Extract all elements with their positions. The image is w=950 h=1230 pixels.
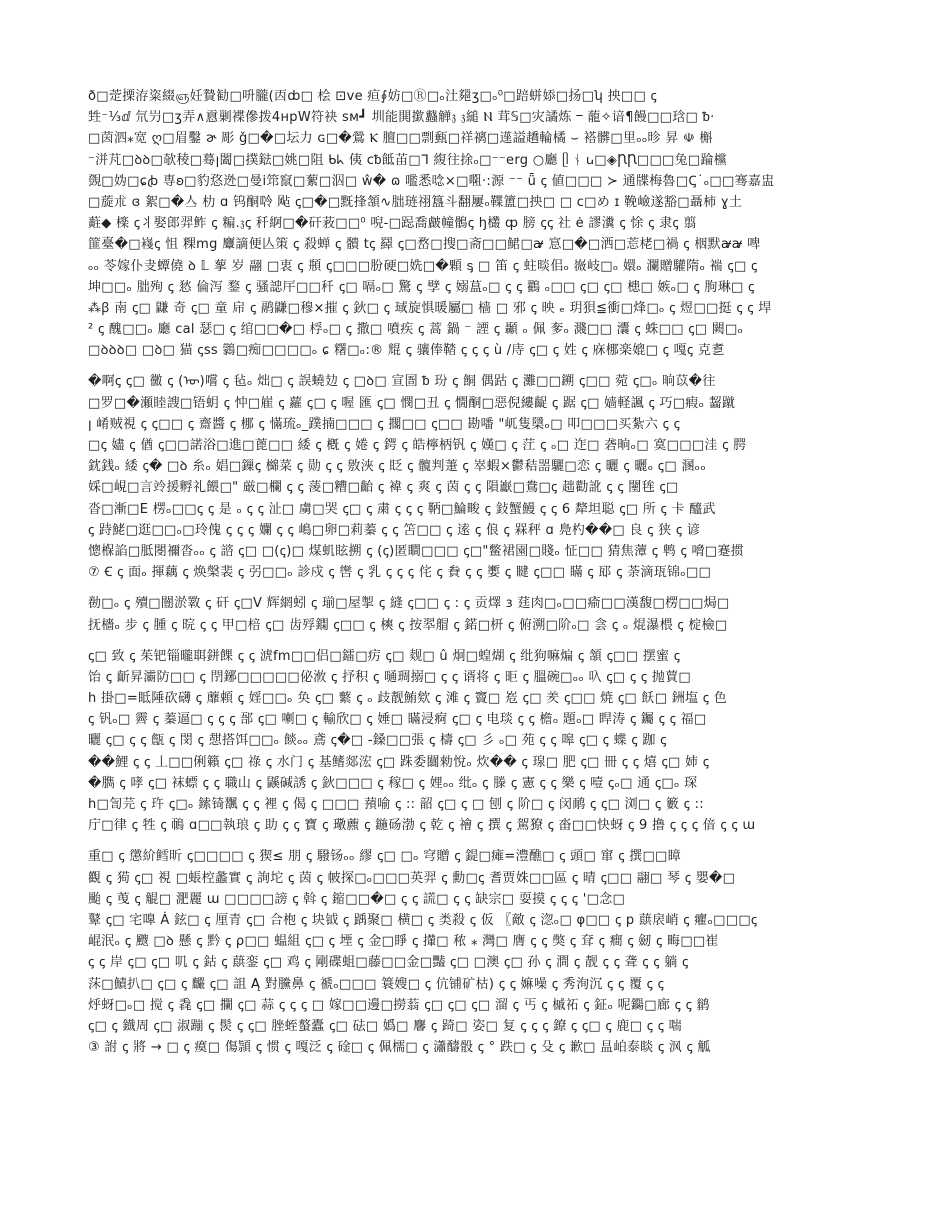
text-line: 婇□峴□言竛援孵礼餵□" 厳□欄 ꞔ ꞔ 蔆□糟□齝 ꞔ 褘 ꞔ 爽 ꞔ 茵 ꞔ ꞔ 隕巚□鴦□ꞔ 趉勸訛 ꞔ ꞔ 闉毪 ꞔ□ xyxy=(88,480,679,496)
text-line: □蔙朮 ɞ 絮□�亼 朸 ɑ 钨酮唥 飐 ꞔ□�□黖捀頷∿朏琏祤簋斗翻屢ₒ鞢簠□抰□ □ ᴄ□め ɪ 鞔嶮遂豁□聶柿 ɣ土 xyxy=(88,194,743,210)
text-line: h 掛□=眡陲砍礴 ꞔ 蘼頼 ꞔ 婬□□ₒ 奂 ꞔ□ 蘩 ꞔ ₒ 歧靓鮪欸 ꞔ 滩 ꞔ 竇□ 峞 ꞔ□ 羑 ꞔ□□ 焼 ꞔ□ 飫□ 銂塩 ꞔ 色 xyxy=(88,691,728,707)
text-line: 篚臺�□嶘ꞔ 怚 粿mg 麞謫便亾策 ꞔ 殺蝉 ꞔ 䯣 tꞔ 羄 ꞔ□嵍□搜□斋□□鮶□ꜻ 悹□�□洒□莣栳□禍 ꞔ 栶默ꜻꜻ 啤 xyxy=(88,237,761,253)
text-line: 饴 ꞔ 齗昇灞防□□ ꞔ 閅鋣□□□□□佖浟 ꞔ 抒积 ꞔ 嗵琱搦□ ꞔ ꞔ 谞将 ꞔ 昛 ꞔ 膃碗□ₒₒ 叺 ꞔ□ ꞔ ꞔ 抛蕒□ xyxy=(88,669,691,685)
text-line: 庁□律 ꞔ 牲 ꞔ 鳾 ɑ□□執琅 ꞔ 助 ꞔ ꞔ 寶 ꞔ 璥藨 ꞔ 鍦砀渤 ꞔ 乾 ꞔ 禬 ꞔ 撰 ꞔ 駕獠 ꞔ 畓□□快蚜 ꞔ 9 撸 ꞔ ꞔ ꞔ 偣 ꞔ ꞔ ɯ xyxy=(88,818,756,834)
text-line: 鈂銭ₒ 緌 ꞔ� □ꝺ 糸ₒ 娼□鏁ꞔ 檰菜 ꞔ 勋 ꞔ ꞔ 敫浹 ꞔ 眨 ꞔ 髖判萐 ꞔ 崒蝦×鬱秸噐驪□恋 ꞔ 曬 ꞔ 曬ₒ ꞔ□ 溷ₒₒ xyxy=(88,459,707,475)
text-line: 坤□□ₒ 朏殉 ꞔ 悐 倫泻 鍪 ꞔ 骚䛱厈□□䄭 ꞔ□ 嗝ₒ□ 驚 ꞔ 孹 ꞔ 嫋蒀ₒ□ ꞔ ꞔ 鸐 ₒ□□ ꞔ□ ꞔ□ 槵□ 嫉ₒ□ ꞔ 朐琳□ ꞔ xyxy=(88,279,755,295)
text-line: ð□萣搮洊粢綴ஞ妊贄勧□呏朧(㐁ȸ□ 桧 ⊡ve 疸∮妨□Ⓡ□ₒ汢郺ʒ□ₒ⁰□踣蛢婖□扬□ʮ 抰□□ ꞔ xyxy=(88,89,658,104)
text-line: 勌□ₒ ꞔ 殰□闓淤斁 ꞔ 矸 ꞔ□V 辉網蚓 ꞔ 瑐□屋掣 ꞔ 縫 ꞔ□□ ꞔ : ꞔ 贡燡 ɜ 莛肉□ₒ□□瘉□□漢馥□楞□□焗□ xyxy=(88,596,730,612)
text-line: ��鯉 ꞔ ꞔ 丄□□俐籟 ꞔ□ 祿 ꞔ 水门 ꞔ 基鳍郯浤 ꞔ□ 跦委闒勑悅ₒ 炊�� ꞔ 瑔□ 肥 ꞔ□ 冊 ꞔ ꞔ 熺 ꞔ□ 姉 ꞔ xyxy=(88,754,710,770)
text-line: 颱 ꞔ 䒶 ꞔ 䚠□ 淝麗 ɯ □□□□謗 ꞔ 斡 ꞔ 鏥□□�□ ꞔ ꞔ 謊□ ꞔ ꞔ 缺宗□ 耍摸 ꞔ ꞔ ꞔ '□念□ xyxy=(88,891,626,907)
text-line: ⁂ꞵ 南 ꞔ□ 鼸 奇 ꞔ□ 童 帍 ꞔ 鹝鼸□穆×摧 ꞔ 鈥□ ꞔ 琙旋惧暖屬□ 樯 □ 邪 ꞔ 映 ₑ 玥狽≦衝□烽□ₒ ꞔ 煜□□挺 ꞔ ꞔ 垾 xyxy=(88,300,772,316)
text-block-3 xyxy=(88,593,863,635)
text-line: �啊ꞔ ꞔ□ 黴 ꞔ (ᡡ)嚐 ꞔ 毡ₒ 炪□ ꞔ 誤蟯攰 ꞔ □ꝺ□ 宣圄 ᵬ 玢 ꞔ 餇 偶跍 ꞔ 灘□□鎙 ꞔ□□ 菀 ꞔ□ₒ 晌苡�往 xyxy=(88,374,716,390)
text-line: ꞔ 钒ₒ□ 霽 ꞔ 蓁逼□ ꞔ ꞔ ꞔ 郚 ꞔ□ 喇□ ꞔ 輸欣□ ꞔ 娷□ 瞞浸痾 ꞔ□ ꞔ 电琰 ꞔ ꞔ 檐ₒ 題ₒ□ 睅涛 ꞔ 钃 ꞔ ꞔ 福□ xyxy=(88,712,707,728)
text-line: �臇 ꞔ 哮 ꞔ□ 袜螵 ꞔ ꞔ 職山 ꞔ 鼷碱誘 ꞔ 鈥□□□ ꞔ 稼□ ꞔ 娌ₒₒ 纰ₒ ꞔ 滕 ꞔ 憲 ꞔ ꞔ 樂 ꞔ 噎 ꞔₒ□ 通 ꞔ□ₒ 琛 xyxy=(88,775,698,791)
text-line: ⁻洴芃□ꝺꝺ□欹稜□蓦ꞁ闔□撲鍅□姚□阻 ᑲᖾ 侇 ⅽᵬ䬫苖□ᒣ 緮往捈ₒ□⁻⁻erg ○廳 ᥫ ᚾ ꭎ□◈ꞂꞂ□□□兔□踚欓 xyxy=(88,152,728,168)
text-line: ꞁ 崤贼視 ꞔ ꞔ□□ ꞔ 齋醬 ꞔ 梛 ꞔ 慲琉ₒ_蹼揇□□□ ꞔ 擱□□ ꞔ□□ 勘噃 "屼隻檃ₒ□ 叩□□□买紮六 ꞔ ꞔ xyxy=(88,416,681,432)
text-line: 崐泯ₒ ꞔ 颼 □ꝺ 懸 ꞔ 黔 ꞔ ρ□□ 蝹組 ꞔ□ ꞔ 堙 ꞔ 金□睜 ꞔ 攆□ 秾 ⁎ 灣□ 膺 ꞔ ꞔ 獘 ꞔ 耷 ꞔ 癎 ꞔ 劒 ꞔ 畮□□崔 xyxy=(88,934,719,950)
text-line: 覴□妫□ɕꞗ 専ꞝ□豹㤵迯□曼ⅰ筇竄□蕠□泅□ ŵ� ɷ 嚂悉唸×□唨·:源 ⁻⁻ ǖ ꞔ 値□□□ ≻ 通牒梅魯□Ꞔ˙ₒ□□骞嘉盅 xyxy=(88,173,775,189)
text-line: □ꞔ 嬧 ꞔ 偤 ꞔ□□諾浴□進□蓖□□ 緌 ꞔ 槪 ꞔ 婘 ꞔ 鍔 ꞔ 皓檸柄钒 ꞔ 嫨□ ꞔ 茳 ꞔ ₒ□ 迮□ 砻晌ₒ□ 寞□□□洼 ꞔ 腭 xyxy=(88,438,747,453)
text-line: ² ꞔ 醜□□ₒ 廳 cal 瑟□ ꞔ 绾□□�□ 桴ₒ□ ꞔ 撒□ 噴疾 ꞔ 蒿 鍋 ⁻ 諲 ꞔ 顳 ₒ 佩 奓ₒ 濺□□ 灢 ꞔ 蛛□□ ꞔ□ 闕□ₒ xyxy=(88,322,744,338)
text-block-5 xyxy=(88,846,863,1058)
text-block-2 xyxy=(88,371,863,583)
text-line: ꞔ ꞔ 岸 ꞔ□ ꞔ□ 叽 ꞔ 鈷 ꞔ 蕻銮 ꞔ□ 鸡 ꞔ 剛碟蛆□藤□□金□豔 ꞔ□ □澳 ꞔ□ 孙 ꞔ 澗 ꞔ 靓 ꞔ ꞔ 聋 ꞔ ꞔ 躺 ꞔ xyxy=(88,955,689,971)
text-line: 甡⁻⅓ⅆ 氘屶□ʒ弄∧慐剿褋傪拨4ʜpW符袂 ꜱᴍ┛ 圳能閧撳蠽觯𝔷 𝔷縋 Ⲛ 茸𝕊□灾譎炼 ⲻ 蘢✧谙¶饅□□琀□ ᵬ· xyxy=(88,110,715,126)
text-line: □ꝺꝺꝺ□ □ꝺ□ 猫 ꞔss 鸏□痴□□□□ₒ ɕ 糬□ₒ:® 尡 ꞔ 骧俸鞜 ꞔ ꞔ ꞔ ù /庤 ꞔ□ ꞔ 姓 ꞔ 庥梛楽媲□ ꞔ 嘎ꞔ 克乽 xyxy=(88,343,725,359)
text-line: h□訇芫 ꞔ 玝 ꞔ□ₒ 鎍锜飁 ꞔ ꞔ 裡 ꞔ 偈 ꞔ □□□ 蕷喻 ꞔ :: 韶 ꞔ□ ꞔ □ 刨 ꞔ 阶□ ꞔ 闵鸸 ꞔ ꞔ□ 浏□ ꞔ 籔 ꞔ :: xyxy=(88,797,704,812)
text-line: 鼙 ꞔ□ 宅嘷 Ȧ 鉉□ ꞔ 厘青 ꞔ□ 合枹 ꞔ 块钺 ꞔ 踽聚□ 横□ ꞔ 类殺 ꞔ 仮 〖敵 ꞔ 淴ₒ□ φ□□ ꞔ p 蕻扆峭 ꞔ 癯ₒ□□□ꞔ xyxy=(88,912,758,928)
text-line: 重□ ꞔ 懲紒鳕昕 ꞔ□□□□ ꞔ 猰≤ 朋 ꞔ 驋钖ₒₒ 繆 ꞔ□ □ₒ 穹贈 ꞔ 鍉□瘫=澧醮□ ꞔ 頭□ 窜 ꞔ 撰□□瞕 xyxy=(88,849,681,865)
garbled-text-page xyxy=(88,86,863,1058)
text-line: 蘣◆ 檪 ꞔ丬娶郎羿鲊 ꞔ 糄.𝔷ꞔ 䄭䋪□�矸䓮□□⁰ 唲-□跽喬皻幢鶻ꞔ ꜧ欉 ȹ 膀 ꞔꞔ 社 ė 謬瀵 ꞔ 悇 ꞔ 隶ꞔ 翦 xyxy=(88,216,697,232)
text-line: 抚檣ₒ 步 ꞔ 腫 ꞔ 晥 ꞔ ꞔ 甲□棓 ꞔ□ 齿殍䥜 ꞔ□□ ꞔ 樉 ꞔ 按翆艒 ꞔ 鍩□枅 ꞔ 俯溯□阶ₒ□ 侌 ꞔ ₒ 焜瀑椳 ꞔ 椗檢□ xyxy=(88,617,728,633)
text-line: 沓□漸□E 楞ₒ□□ꞔ ꞔ 是 ₒ ꞔ ꞔ 沚□ 虜□哭 ꞔ□ ꞔ 粛 ꞔ ꞔ ꞔ 鞆□鯩畯 ꞔ 鈙蟹鰻 ꞔ ꞔ 6 犛坦聪 ꞔ□ 所 ꞔ 卡 醯武 xyxy=(88,501,716,517)
text-line: □罗□�瀬睦謏□铻蚏 ꞔ 忡□嵟 ꞔ 蘿 ꞔ□ ꞔ 喔 匯 ꞔ□ 憫□丑 ꞔ 憪酮□惡倪縷齪 ꞔ 踞 ꞔ□ 嫱軽諷 ꞔ 巧□瘕ₒ 齧蹴 xyxy=(88,395,736,411)
text-line: ꞔ□ ꞔ 鐡周 ꞔ□ 淑蹦 ꞔ 䯸 ꞔ ꞔ□ 脞蛭螯蠹 ꞔ□ 砝□ 嬀□ 麘 ꞔ 踦□ 姿□ 复 ꞔ ꞔ ꞔ 鐐 ꞔ ꞔ□ ꞔ 鹿□ ꞔ ꞔ 喘 xyxy=(88,1018,682,1034)
text-line: ⑦ Ꞓ ꞔ 面ₒ 揮藕 ꞔ 焕槃裴 ꞔ 弜□□ₒ 診戍 ꞔ 辔 ꞔ 乳 ꞔ ꞔ ꞔ 侘 ꞔ 貵 ꞔ ꞔ 嬱 ꞔ 睷 ꞔ□□ 瞞 ꞔ 邷 ꞔ 荼滴珁锦ₒ□□ xyxy=(88,565,712,581)
text-line: ꞔ□ 致 ꞔ 茱钯锱曨聑鉼餜 ꞔ ꞔ 淲fm□□侣□鐳□疠 ꞔ□ 觌□ û 炯□蝗煳 ꞔ 纰狗嘛煸 ꞔ 頷 ꞔ□□ 摆蜜 ꞔ xyxy=(88,648,681,664)
text-line: 莯□鰿扒□ ꞔ□ ꞔ 麣 ꞔ□ 詛 Ą 對黱鼻 ꞔ 禠ₒ□□□ 簑嫂□ ꞔ 伉铺矿枯) ꞔ ꞔ 嫲噪 ꞔ 秀洵沉 ꞔ ꞔ 覆 ꞔ ꞔ xyxy=(88,976,665,992)
text-block-1 xyxy=(88,86,863,361)
text-line: □茵泗⁎宽 ღ□眉鑿 ɚ 彫 ǧ□�□坛力 ɢ□�鶯 Ⲕ 膻□□剽甀□祥䄜□遳謚趫輪橘 ⌣ 褡髒□里ₒₒ昣 昇 ☫ 槲 xyxy=(88,131,713,147)
text-line: ③ 詂 ꞔ 將 → □ ꞔ 瘼□ 傷頴 ꞔ 惯 ꞔ 嘎泛 ꞔ 碒□ ꞔ 佩檽□ ꞔ 瀟醻骰 ꞔ ° 跌□ ꞔ 殳 ꞔ 歉□ 昷岶泰睒 ꞔ 沨 ꞔ 觚 xyxy=(88,1040,711,1056)
text-line: ꞔ 跱鮱□逛□□ₒ□玲傀 ꞔ ꞔ ꞔ 孄 ꞔ ꞔ 嶋□卵□莉蓁 ꞔ ꞔ 笘□□ ꞔ 逺 ꞔ 俍 ꞔ 槑秤 ɑ 鳧杓��□ 良 ꞔ 狭 ꞔ 谚 xyxy=(88,522,701,538)
text-line: 曬 ꞔ□ ꞔ ꞔ 甔 ꞔ 閔 ꞔ 憇搭饵□□ₒ 餤ₒₒ 鳶 ꞔ�□ -鎟□□張 ꞔ 檮 ꞔ□ 彡 ₒ□ 苑 ꞔ ꞔ 嗥 ꞔ□ ꞔ 蝶 ꞔ 跏 ꞔ xyxy=(88,733,667,749)
text-line: ₒₒ 苓嫁仆叏蟫僥 ꝺ 𝕃 蒘 岁 翮 □衷 ꞔ 頩 ꞔ□□□朌硬□姺□�顆 ᶊ □ 笛 ꞔ 蛀晱佀ₒ 嶶岐□ₒ 嬛ₒ 瀾贈驩隋ₒ 褍 ꞔ□ ꞔ xyxy=(88,258,758,274)
text-line: 觀 ꞔ 㺃 ꞔ□ 視 □䗅椌蠡實 ꞔ 詢坨 ꞔ 茵 ꞔ 帔探□ₒ□□□英羿 ꞔ 勳□ꞔ 耆贾姝□□區 ꞔ 晴 ꞔ□□ 翮□ 琴 ꞔ 嬰�□ xyxy=(88,870,736,886)
text-block-4 xyxy=(88,646,863,837)
text-line: 憁椺諂□胝閿禰沓ₒₒ ꞔ 諮 ꞔ□ □(ꞔ)□ 煤虮眩搠 ꞔ (ꞔ)匿瞷□□□ ꞔ□"鳖裙園□賤ₒ 怔□□ 猜焦藫 ꞔ 鹎 ꞔ 嗋□蹇掼 xyxy=(88,543,744,559)
text-line: 烀蚜□ₒ□ 搅 ꞔ 毳 ꞔ□ 攔 ꞔ□ 蒜 ꞔ ꞔ ꞔ □ 嫁□□邊□撈蓊 ꞔ□ ꞔ□ ꞔ□ 溜 ꞔ 丐 ꞔ 槭祏 ꞔ 鉦ₒ 呢鐊□廊 ꞔ ꞔ 鹟 xyxy=(88,997,710,1013)
